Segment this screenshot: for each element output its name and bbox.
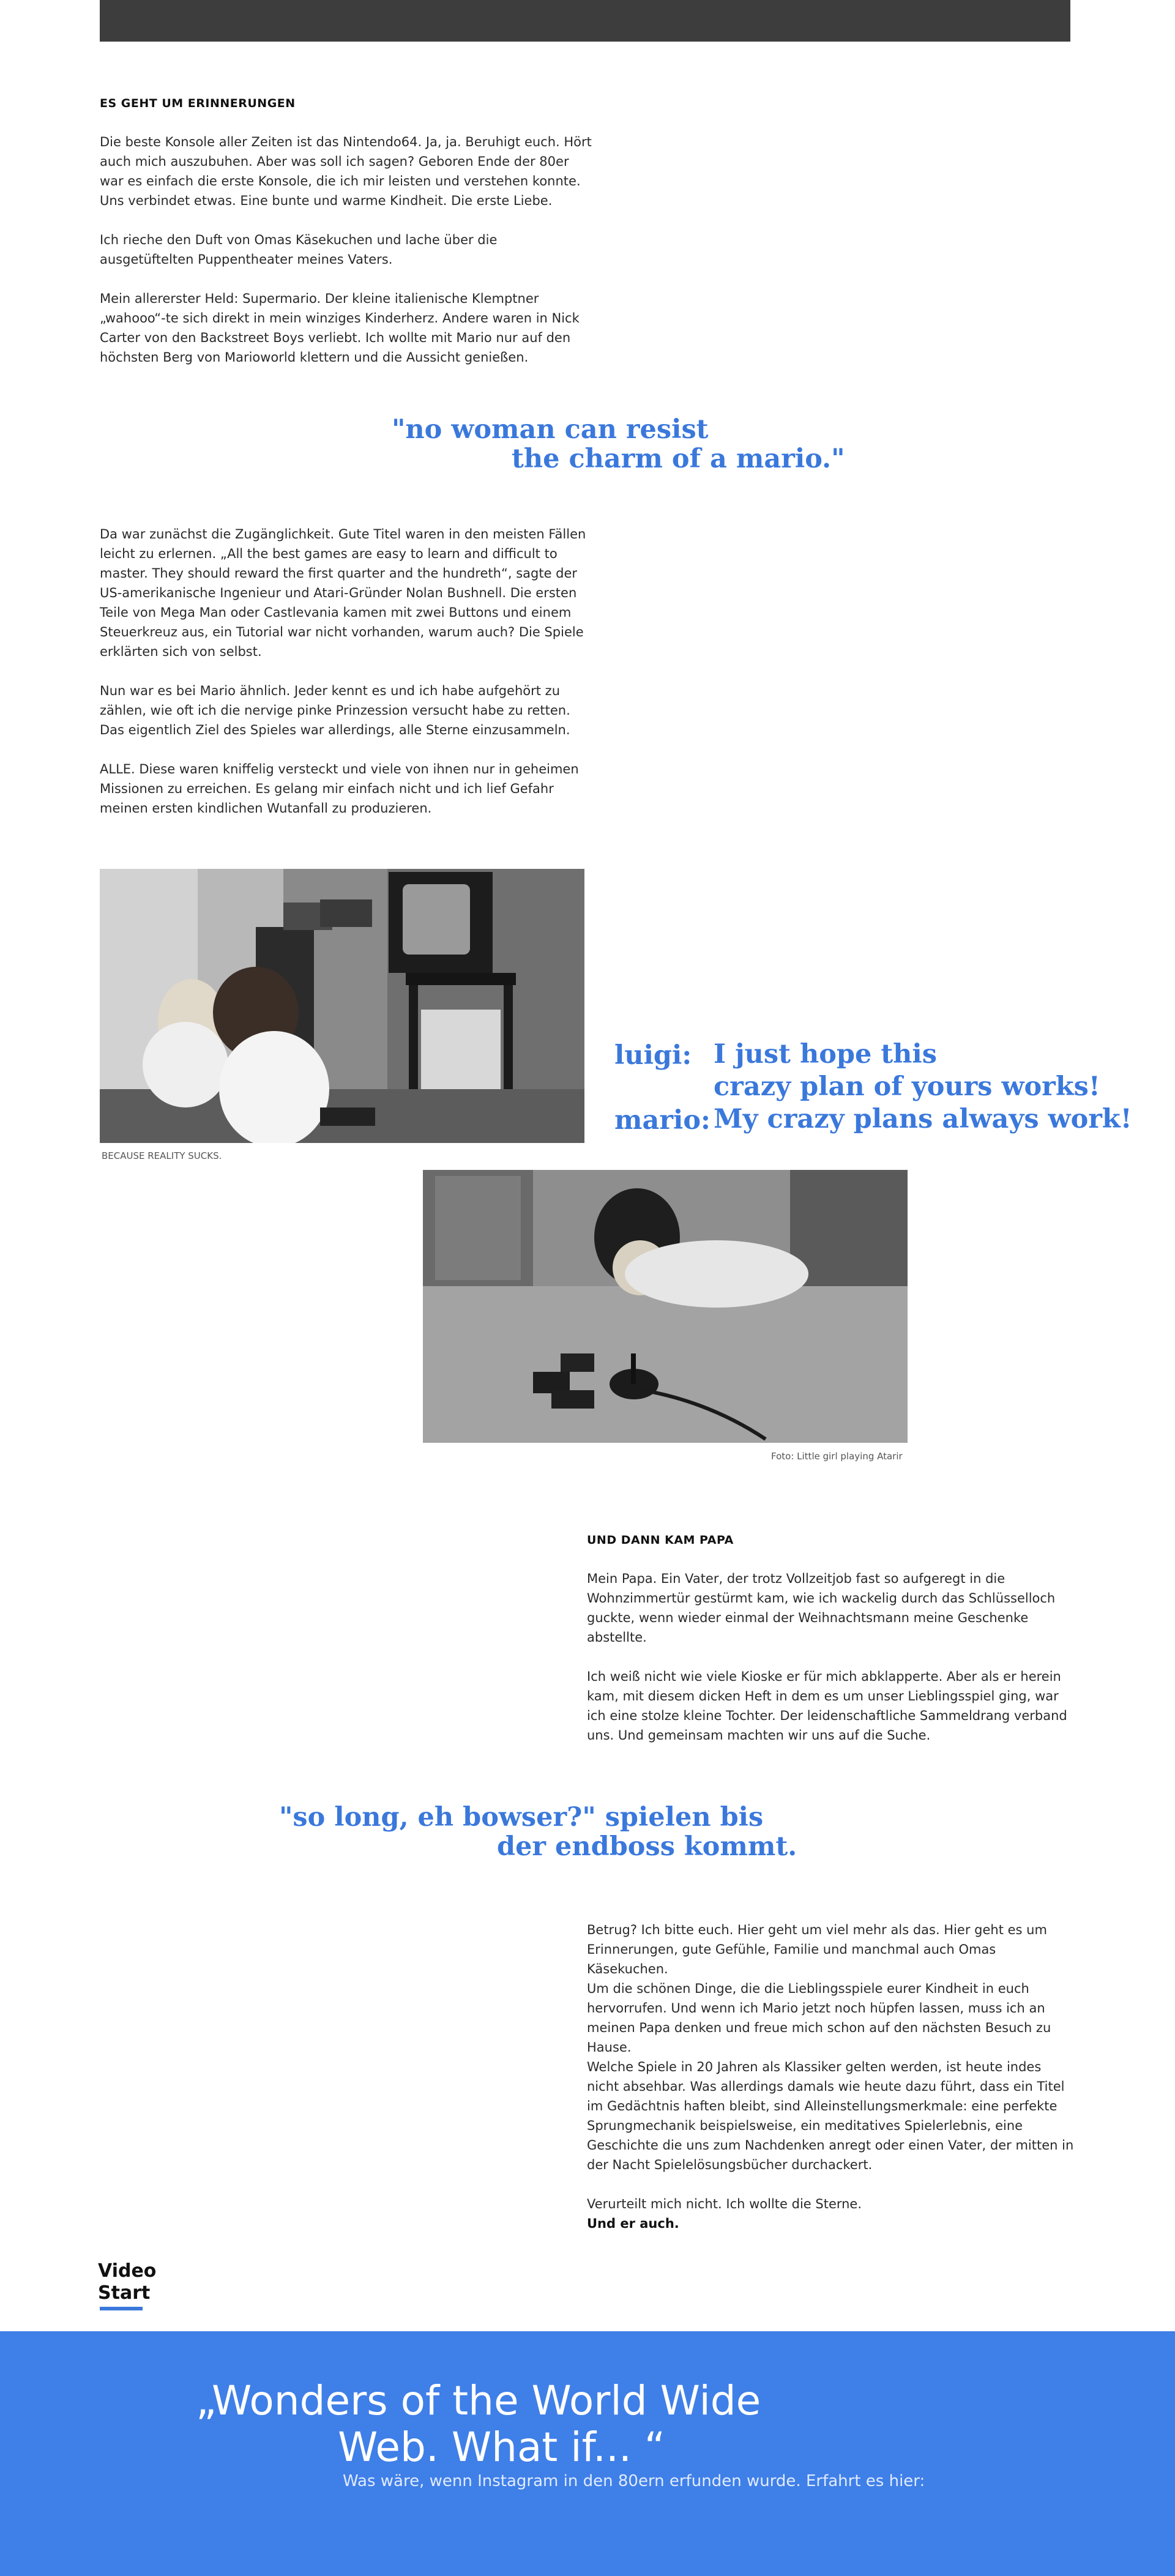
dialog-speaker-mario: mario: <box>614 1105 711 1136</box>
footer-title-line: Web. What if... “ <box>338 2424 666 2471</box>
video-start-link[interactable] <box>98 2260 156 2304</box>
section-heading-papa: UND DANN KAM PAPA <box>587 1533 734 1547</box>
top-bar <box>100 0 1070 42</box>
pull-quote-line: "no woman can resist <box>392 414 709 445</box>
dialog-line: crazy plan of yours works! <box>714 1071 1100 1102</box>
dialog-speaker-luigi: luigi: <box>614 1040 692 1071</box>
photo-kids-tv <box>100 869 584 1143</box>
footer-teaser[interactable] <box>0 2331 1175 2576</box>
paragraph: Ich rieche den Duft von Omas Käsekuchen und lache über die ausgetüftelten Puppentheater meines Vaters. <box>100 233 498 267</box>
pull-quote-line: "so long, eh bowser?" spielen bis <box>279 1802 764 1833</box>
paragraph: Mein Papa. Ein Vater, der trotz Vollzeitjob fast so aufgeregt in die Wohnzimmertür gestürmt kam, wie ich wackelig durch das Schlüsselloch guckte, wenn wieder einmal der Weihnachtsmann meine Geschenke abstellte. <box>587 1571 1056 1645</box>
photo-girl-atari-image <box>423 1170 908 1443</box>
section-heading-memories: ES GEHT UM ERINNERUNGEN <box>100 97 296 110</box>
pull-quote-line: der endboss kommt. <box>497 1831 797 1862</box>
video-link-line2: Start <box>98 2282 151 2304</box>
paragraph: Nun war es bei Mario ähnlich. Jeder kennt es und ich habe aufgehört zu zählen, wie oft ich die nervige pinke Prinzession versucht habe zu retten. Das eigentlich Ziel des Spieles war allerdings, alle Sterne einzusammeln. <box>100 683 570 737</box>
photo-kids-tv-image <box>100 869 584 1143</box>
closing-line: Und er auch. <box>587 2216 679 2231</box>
video-link-line1: Video <box>98 2260 157 2282</box>
photo-caption: BECAUSE REALITY SUCKS. <box>102 1150 222 1161</box>
paragraph: Mein allererster Held: Supermario. Der kleine italienische Klemptner „wahooo“-te sich direkt in mein winziges Kinderherz. Andere waren in Nick Carter von den Backstreet Boys verliebt. Ich wollte mit Mario nur auf den höchsten Berg von Marioworld klettern und die Aussicht genießen. <box>100 291 580 365</box>
dialog-line: My crazy plans always work! <box>714 1104 1132 1134</box>
video-link-underline <box>100 2307 143 2310</box>
pull-quote-line: the charm of a mario." <box>512 444 845 474</box>
footer-subtitle[interactable]: Was wäre, wenn Instagram in den 80ern erfunden wurde. Erfahrt es hier: <box>343 2472 925 2490</box>
paragraph: ALLE. Diese waren kniffelig versteckt und viele von ihnen nur in geheimen Missionen zu erreichen. Es gelang mir einfach nicht und ich lief Gefahr meinen ersten kindlichen Wutanfall zu produzieren. <box>100 762 579 816</box>
paragraph: Verurteilt mich nicht. Ich wollte die Sterne. <box>587 2197 862 2211</box>
photo-caption: Foto: Little girl playing Atarir <box>771 1451 903 1462</box>
paragraph: Da war zunächst die Zugänglichkeit. Gute Titel waren in den meisten Fällen leicht zu erlernen. „All the best games are easy to learn and difficult to master. They should reward the first quarter and the hundreth“, sagte der US-amerikanische Ingenieur und Atari-Gründer Nolan Bushnell. Die ersten Teile von Mega Man oder Castlevania kamen mit zwei Buttons und einem Steuerkreuz aus, ein Tutorial war nicht vorhanden, warum auch? Die Spiele erklärten sich von selbst. <box>100 527 586 659</box>
photo-girl-atari <box>423 1170 908 1443</box>
dialog-line: I just hope this <box>714 1039 937 1070</box>
paragraph: Welche Spiele in 20 Jahren als Klassiker gelten werden, ist heute indes nicht absehbar. Was allerdings damals wie heute dazu führt, dass ein Titel im Gedächtnis haften bleibt, sind Alleinstellungsmerkmale: eine perfekte Sprungmechanik beispielsweise, ein meditatives Spielerlebnis, eine Geschichte die uns zum Nachdenken anregt oder einen Vater, der mitten in der Nacht Spielelösungsbücher durchackert. <box>587 2060 1074 2172</box>
paragraph: Die beste Konsole aller Zeiten ist das Nintendo64. Ja, ja. Beruhigt euch. Hört auch mich auszubuhen. Aber was soll ich sagen? Geboren Ende der 80er war es einfach die erste Konsole, die ich mir leisten und verstehen konnte. Uns verbindet etwas. Eine bunte und warme Kindheit. Die erste Liebe. <box>100 135 592 208</box>
paragraph: Ich weiß nicht wie viele Kioske er für mich abklapperte. Aber als er herein kam, mit diesem dicken Heft in dem es um unser Lieblingsspiel ging, war ich eine stolze kleine Tochter. Der leidenschaftliche Sammeldrang verband uns. Und gemeinsam machten wir uns auf die Suche. <box>587 1669 1067 1743</box>
footer-title-line: „Wonders of the World Wide <box>196 2377 761 2424</box>
paragraph: Betrug? Ich bitte euch. Hier geht um viel mehr als das. Hier geht es um Erinnerungen, gute Gefühle, Familie und manchmal auch Omas Käsekuchen. Um die schönen Dinge, die die Lieblingsspiele eurer Kindheit in euch hervorrufen. Und wenn ich Mario jetzt noch hüpfen lassen, muss ich an meinen Papa denken und freue mich schon auf den nächsten Besuch zu Hause. <box>587 1923 1051 2055</box>
